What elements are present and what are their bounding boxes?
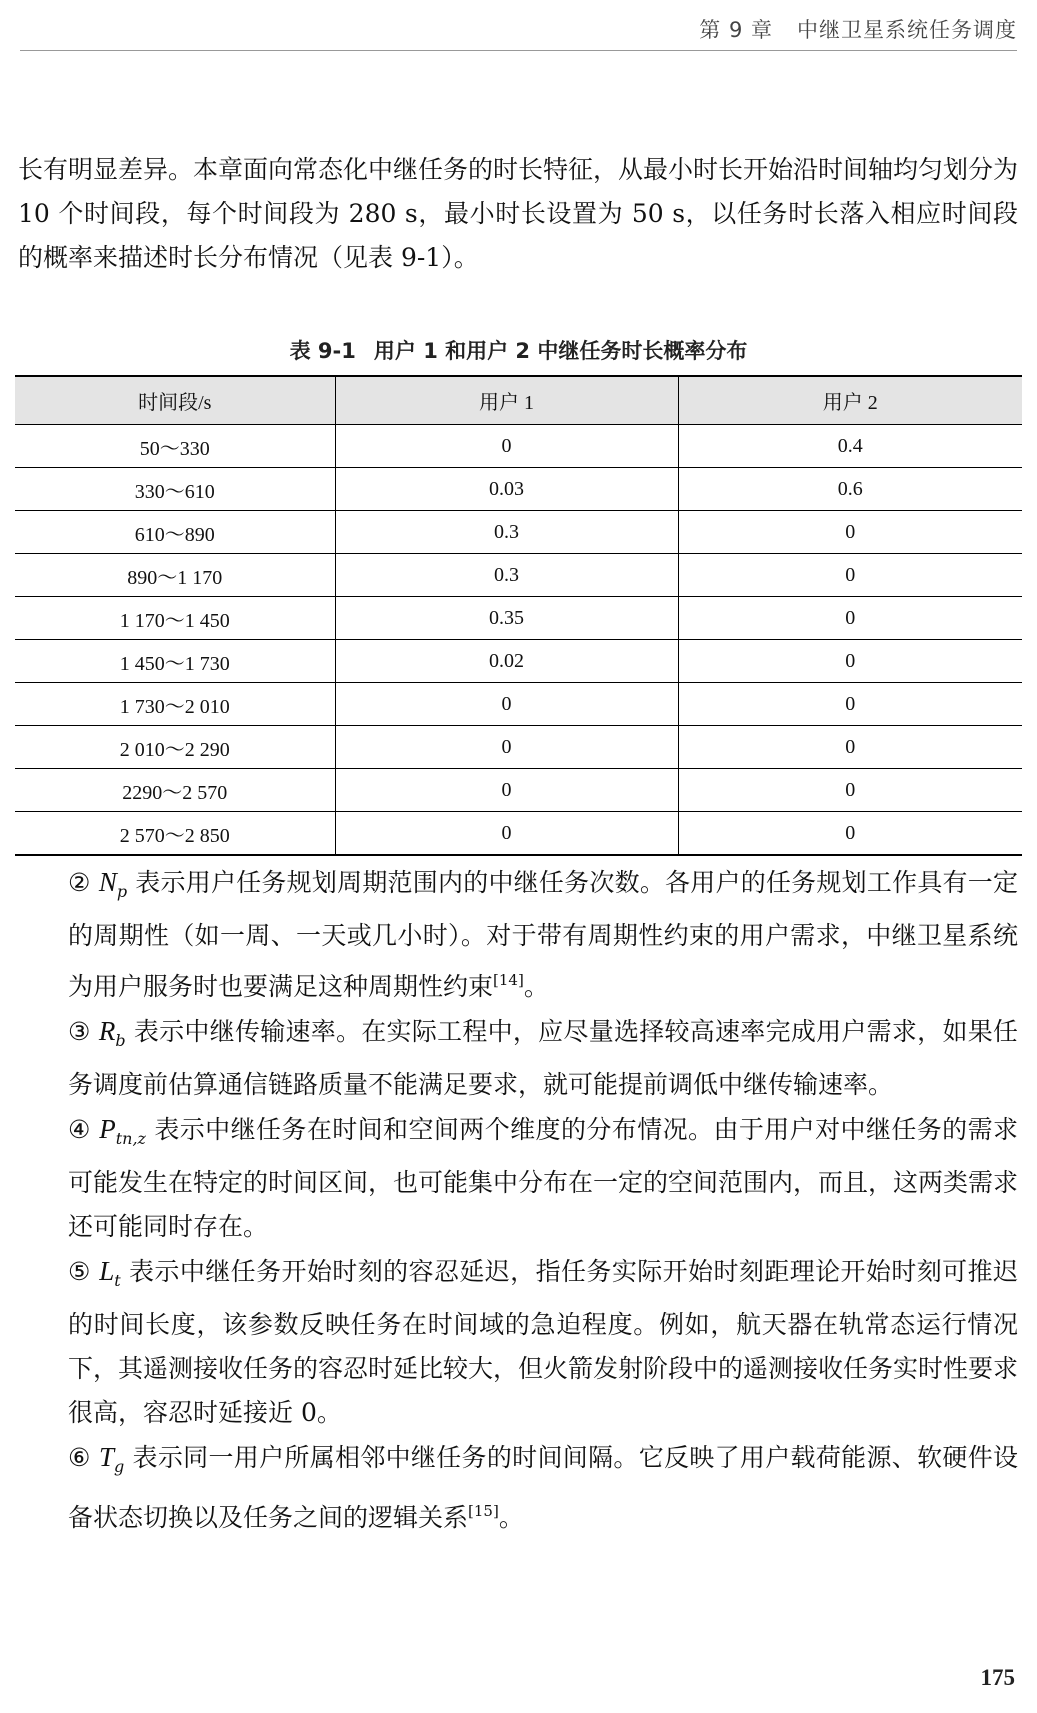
citation-ref: [15] — [468, 1502, 499, 1520]
item-text: 表示用户任务规划周期范围内的中继任务次数。各用户的任务规划工作具有一定的周期性（如一周、一天或几小时）。对于带有周期性约束的用户需求，中继卫星系统为用户服务时也要满足这种周期性约束 — [68, 868, 1018, 1001]
cell-user-1: 0.03 — [335, 468, 678, 511]
table-row — [15, 511, 1022, 554]
item-end: 。 — [523, 972, 549, 1001]
cell-time-range: 2 570～2 850 — [15, 812, 335, 856]
table-row — [15, 812, 1022, 856]
parameter-list — [18, 860, 1018, 1540]
item-text: 表示中继任务开始时刻的容忍延迟，指任务实际开始时刻距理论开始时刻可推迟的时间长度，该参数反映任务在时间域的急迫程度。例如，航天器在轨常态运行情况下，其遥测接收任务的容忍时延比较大，但火箭发射阶段中的遥测接收任务实时性要求很高，容忍时延接近 0。 — [68, 1257, 1019, 1427]
cell-user-2: 0 — [678, 683, 1022, 726]
table-row — [15, 640, 1022, 683]
cell-user-2: 0 — [678, 726, 1022, 769]
item-ptnz — [18, 1107, 1018, 1249]
symbol-l: L — [99, 1256, 115, 1286]
page-number: 175 — [980, 1665, 1015, 1690]
cell-user-1: 0.3 — [335, 554, 678, 597]
chapter-label: 第 9 章 — [699, 18, 773, 42]
table-row — [15, 597, 1022, 640]
header-user-1: 用户 1 — [335, 376, 678, 425]
table-caption — [0, 335, 1037, 365]
cell-user-2: 0 — [678, 769, 1022, 812]
item-end: 。 — [498, 1503, 524, 1532]
item-text: 表示中继传输速率。在实际工程中，应尽量选择较高速率完成用户需求，如果任务调度前估算通信链路质量不能满足要求，就可能提前调低中继传输速率。 — [68, 1017, 1018, 1099]
item-text: 表示中继任务在时间和空间两个维度的分布情况。由于用户对中继任务的需求可能发生在特定的时间区间，也可能集中分布在一定的空间范围内，而且，这两类需求还可能同时存在。 — [68, 1115, 1019, 1241]
symbol-n: N — [98, 867, 117, 897]
symbol-subscript: tn,z — [115, 1129, 146, 1148]
table-row — [15, 683, 1022, 726]
item-rb — [18, 1009, 1018, 1107]
cell-user-2: 0.4 — [678, 425, 1022, 468]
table-row — [15, 726, 1022, 769]
cell-user-1: 0 — [335, 769, 678, 812]
citation-ref: [14] — [493, 971, 524, 989]
symbol-t: T — [99, 1442, 115, 1472]
cell-user-1: 0 — [335, 683, 678, 726]
cell-time-range: 2290～2 570 — [15, 769, 335, 812]
cell-user-2: 0 — [678, 597, 1022, 640]
duration-probability-table — [15, 375, 1022, 856]
header-user-2: 用户 2 — [678, 376, 1022, 425]
cell-user-2: 0 — [678, 640, 1022, 683]
header-rule — [20, 50, 1017, 51]
item-marker: ⑤ — [68, 1257, 91, 1286]
cell-time-range: 1 450～1 730 — [15, 640, 335, 683]
table-row — [15, 425, 1022, 468]
table-caption-text: 用户 1 和用户 2 中继任务时长概率分布 — [373, 339, 748, 363]
symbol-r: R — [98, 1016, 116, 1046]
cell-time-range: 1 170～1 450 — [15, 597, 335, 640]
cell-user-1: 0 — [335, 425, 678, 468]
cell-time-range: 1 730～2 010 — [15, 683, 335, 726]
cell-user-2: 0.6 — [678, 468, 1022, 511]
cell-time-range: 890～1 170 — [15, 554, 335, 597]
intro-paragraph: 长有明显差异。本章面向常态化中继任务的时长特征，从最小时长开始沿时间轴均匀划分为 10 个时间段，每个时间段为 280 s，最小时长设置为 50 s，以任务时长落入相应时间段的概率来描述时长分布情况（见表 9-1）。 — [18, 155, 1019, 272]
symbol-subscript: t — [114, 1271, 121, 1290]
item-np — [18, 860, 1018, 1009]
item-marker: ② — [68, 868, 91, 897]
cell-user-2: 0 — [678, 511, 1022, 554]
cell-user-1: 0.35 — [335, 597, 678, 640]
chapter-title: 中继卫星系统任务调度 — [797, 18, 1017, 42]
cell-user-1: 0 — [335, 812, 678, 856]
item-lt — [18, 1249, 1018, 1435]
symbol-subscript: p — [116, 882, 128, 901]
table-caption-number: 表 9-1 — [289, 339, 356, 363]
cell-user-2: 0 — [678, 812, 1022, 856]
symbol-p: P — [99, 1114, 116, 1144]
table-row — [15, 554, 1022, 597]
cell-user-1: 0.02 — [335, 640, 678, 683]
cell-user-2: 0 — [678, 554, 1022, 597]
cell-user-1: 0 — [335, 726, 678, 769]
running-header — [699, 14, 1017, 44]
cell-time-range: 610～890 — [15, 511, 335, 554]
symbol-subscript: b — [115, 1031, 126, 1050]
table-header-row — [15, 376, 1022, 425]
item-text: 表示同一用户所属相邻中继任务的时间间隔。它反映了用户载荷能源、软硬件设备状态切换以及任务之间的逻辑关系 — [68, 1443, 1019, 1532]
item-tg — [18, 1435, 1018, 1540]
item-marker: ⑥ — [68, 1443, 91, 1472]
cell-time-range: 330～610 — [15, 468, 335, 511]
cell-user-1: 0.3 — [335, 511, 678, 554]
cell-time-range: 50～330 — [15, 425, 335, 468]
table-row — [15, 468, 1022, 511]
table-row — [15, 769, 1022, 812]
item-marker: ③ — [68, 1017, 91, 1046]
item-marker: ④ — [68, 1115, 91, 1144]
header-time-range: 时间段/s — [15, 376, 335, 425]
symbol-subscript: g — [114, 1457, 125, 1476]
cell-time-range: 2 010～2 290 — [15, 726, 335, 769]
